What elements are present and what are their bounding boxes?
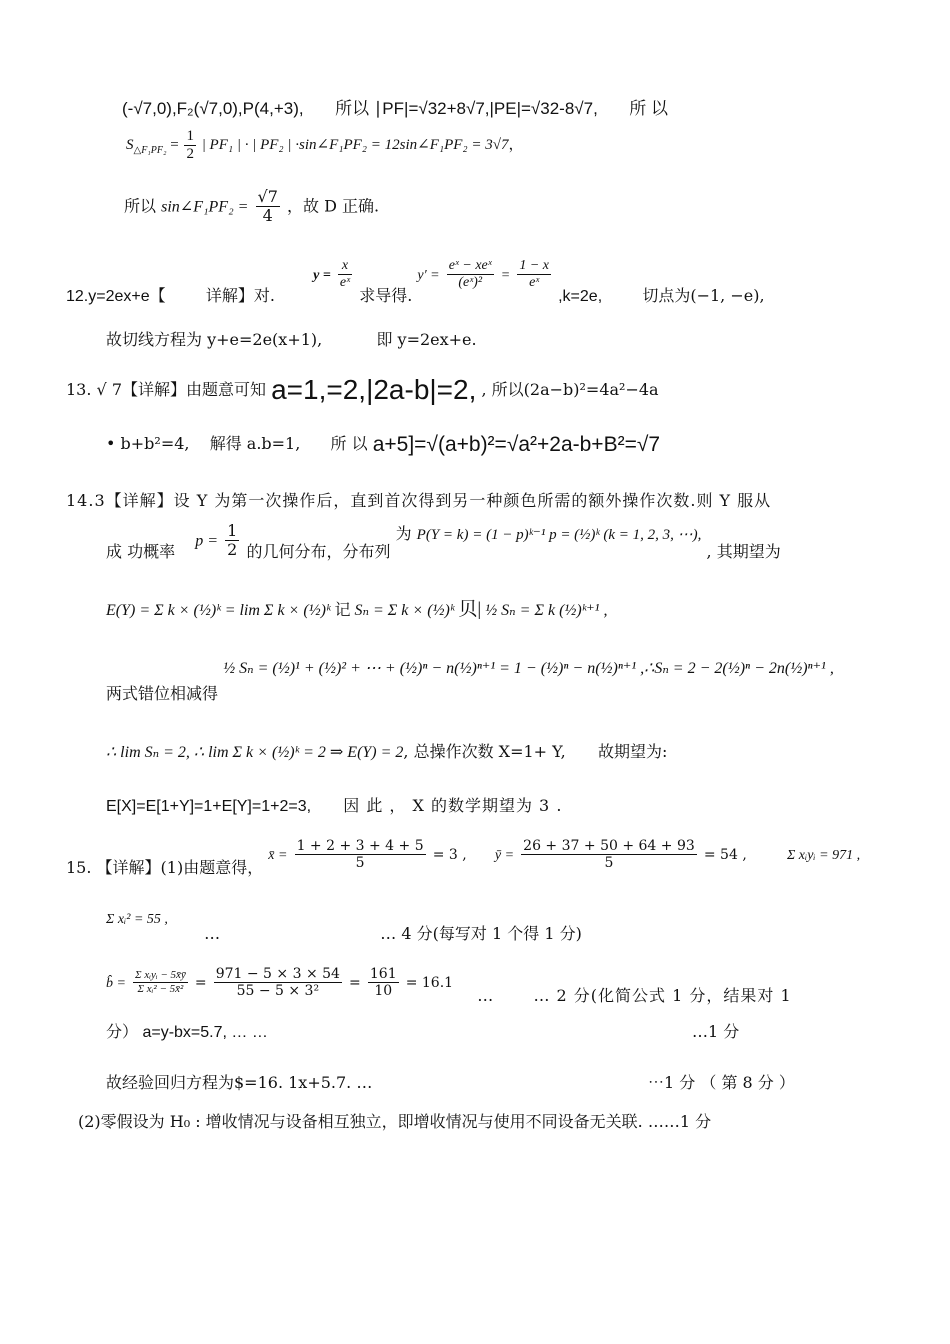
- geometric-dist-text: 的几何分布，分布列: [246, 542, 391, 562]
- ybar-result: = 54 ,: [703, 847, 747, 864]
- line-17: [106, 1024, 746, 1041]
- ybar-eq: ȳ =: [494, 848, 515, 864]
- null-hypothesis: (2)零假设为 H₀ : 增收情况与设备相互独立，即增收情况与使用不同设备无关联. ……1 分: [78, 1112, 712, 1131]
- line-6: [66, 376, 659, 404]
- xbar-den: 5: [355, 855, 365, 872]
- bhat-result: = 16.1: [405, 975, 454, 992]
- line-10: [106, 600, 607, 619]
- area-symbol: S: [126, 137, 134, 154]
- xbar-num: 1 + 2 + 3 + 4 + 5: [296, 838, 424, 854]
- f2-num: eˣ − xeˣ: [447, 258, 494, 275]
- comma: ，: [508, 137, 524, 154]
- tangent-equation: 故切线方程为 y+e=2e(x+1),: [106, 330, 323, 349]
- suoyi-2: 所 以: [330, 434, 368, 453]
- f1-den: eˣ: [339, 275, 351, 291]
- line-13: [106, 798, 562, 815]
- subtraction-label: 两式错位相减得: [106, 684, 219, 703]
- ey-label: E(Y) =: [106, 602, 155, 619]
- success-prob-label: 成 功概率: [106, 542, 176, 562]
- eq2: =: [500, 268, 511, 284]
- given-conditions: a=1,=2,|2a-b|=2,: [271, 374, 477, 405]
- bhat-simplified: [368, 966, 399, 999]
- simplified-frac: [517, 258, 551, 291]
- y-eq: y =: [313, 268, 331, 284]
- values-num: 971 − 5 × 3 × 54: [215, 966, 340, 982]
- score-1a: …1 分: [692, 1022, 740, 1041]
- dots-1: …: [204, 924, 221, 943]
- conclusion-text: ，故 D 正确.: [287, 196, 380, 216]
- score-1b: ⋯1 分 （ 第 8 分 ）: [648, 1073, 795, 1092]
- values-den: 55 − 5 × 3²: [236, 983, 320, 1000]
- line-11: [106, 660, 834, 703]
- f1-num: x: [338, 258, 352, 275]
- period: .: [269, 286, 275, 306]
- simp-num: 161: [369, 966, 397, 982]
- ex-conclusion: 因 此 ， X 的数学期望为 3 .: [343, 796, 563, 815]
- pf-lengths: 所以 ∣PF|=√32+8√7,|PE|=√32-8√7,: [335, 99, 598, 118]
- magnitude-result: a+5]=√(a+b)²=√a²+2a-b+B²=√7: [372, 433, 661, 456]
- equals-sign: =: [170, 137, 179, 154]
- line-15: [106, 910, 582, 943]
- sin-expression: sin∠F₁PF₂ =: [161, 198, 249, 216]
- bhat-values: [214, 966, 342, 999]
- expectation-label: , 其期望为: [706, 542, 781, 562]
- suoyi-text: 所以: [124, 196, 157, 216]
- dot-product-eq: • b+b²=4,: [106, 434, 190, 453]
- a-intercept: 分） a=y-bx=5.7, … …: [106, 1024, 268, 1041]
- lim-ey: , ∴ lim Σ k × (½)ᵏ = 2 ⇒ E(Y) = 2: [185, 744, 404, 761]
- line-7: [106, 434, 660, 455]
- expectation-for: 故期望为:: [597, 742, 668, 761]
- wei: 为: [395, 524, 412, 544]
- bhat-eq: b̂ =: [106, 976, 126, 992]
- suoyi: 所 以: [629, 99, 669, 118]
- sum-x2: Σ xᵢ² = 55 ,: [106, 912, 168, 927]
- line-19: [78, 1114, 711, 1130]
- area-subscript: △F₁PF₂: [133, 145, 167, 157]
- pmf-formula: P(Y = k) = (1 − p)ᵏ⁻¹ p = (½)ᵏ (k = 1, 2, 3, ⋯),: [416, 527, 702, 544]
- ab-solution: 解得 a.b=1,: [209, 434, 301, 453]
- score-2: … 2 分(化简公式 1 分，结果对 1: [533, 986, 792, 1006]
- x-over-ex: [338, 258, 352, 291]
- line-14: [66, 838, 861, 878]
- dots-2: …: [477, 986, 494, 1006]
- tangent-result: 即 y=2ex+e.: [376, 330, 477, 349]
- line-12: [106, 744, 667, 761]
- line-18: [106, 1075, 816, 1091]
- p-den: 2: [227, 540, 238, 560]
- half-num: 1: [184, 128, 196, 146]
- frac-num: √7: [257, 187, 278, 206]
- p-half: [225, 522, 239, 560]
- line-16: b̂ = $\frac{\text{Σ xᵢyᵢ − 5x̄ȳ}}{\text{Σ xᵢ² − 5x̄²}}$ = $\frac{971 - 5 \times 3 \times 54}{\text{55 − 5 × 3²}}$ = $\frac{161}{10}$ = 16.1 … … 2 分(化简公式 1 分，结果对 1: [106, 966, 792, 1006]
- line-3: [124, 188, 379, 226]
- frac-den: 4: [262, 206, 273, 226]
- half-sn: ½ Sₙ = Σ k (½)ᵏ⁺¹ ,: [485, 602, 608, 619]
- lim-sn: ∴ lim Sₙ = 2: [106, 744, 186, 761]
- score-4: … 4 分(每写对 1 个得 1 分): [380, 924, 582, 943]
- p-num: 1: [227, 521, 238, 540]
- f3-num: 1 − x: [517, 258, 551, 275]
- sn-derivation: ½ Sₙ = (½)¹ + (½)² + ⋯ + (½)ⁿ − n(½)ⁿ⁺¹ = 1 − (½)ⁿ − n(½)ⁿ⁺¹ ,∴Sₙ = 2 − 2(½)ⁿ − 2n(½)ⁿ⁺¹ ,: [223, 660, 834, 677]
- tangent-point: 切点为(−1, −e),: [642, 286, 765, 306]
- slope-k: ,k=2e,: [558, 288, 603, 306]
- xbar-result: = 3 ,: [432, 847, 467, 864]
- simp-den: 10: [374, 983, 393, 1000]
- total-ops: , 总操作次数 X=1+ Y,: [403, 742, 566, 761]
- bhat-den: Σ xᵢ² − 5x̄²: [137, 983, 184, 996]
- detail-label: 详解】对: [205, 286, 270, 306]
- answer-13: 13. √ 7【详解】由题意可知: [66, 380, 266, 399]
- line-2-area-formula: [126, 128, 524, 164]
- line-1: [122, 100, 668, 117]
- ji: 记: [334, 600, 351, 619]
- sqrt7-over-4: [256, 188, 280, 226]
- sum-xy: Σ xᵢyᵢ = 971 ,: [786, 848, 861, 864]
- sn-definition: Sₙ = Σ k × (½)ᵏ: [354, 602, 455, 619]
- bei: 贝|: [458, 599, 482, 620]
- f3-den: eˣ: [529, 275, 540, 291]
- ybar-den: 5: [604, 855, 614, 872]
- derive-text: 求导得.: [359, 286, 413, 306]
- p-eq: p =: [195, 532, 219, 550]
- problem-14-setup: 14.3【详解】设 Y 为第一次操作后，直到首次得到另一种颜色所需的额外操作次数.则 Y 服从: [66, 491, 772, 510]
- line-9: [106, 522, 781, 560]
- area-expression: | PF₁ | · | PF₂ | ·sin∠F₁PF₂ = 12sin∠F₁PF₂ = 3√7: [201, 137, 509, 154]
- regression-equation: 故经验回归方程为$=16. 1x+5.7. …: [106, 1073, 373, 1092]
- derivative-frac: [447, 258, 494, 291]
- xbar-frac: [295, 838, 426, 871]
- line-4: [66, 258, 765, 306]
- bhat-formula: [133, 969, 188, 995]
- ybar-frac: [521, 838, 697, 871]
- foci-coordinates: (-√7,0),F₂(√7,0),P(4,+3),: [122, 99, 304, 118]
- square-expansion: , 所以(2a−b)²=4a²−4a: [481, 380, 659, 399]
- answer-12: 12.y=2ex+e【: [66, 288, 166, 306]
- xbar-eq: x̄ =: [268, 848, 288, 864]
- f2-den: (eˣ)²: [458, 275, 483, 291]
- ybar-num: 26 + 37 + 50 + 64 + 93: [523, 838, 695, 854]
- ex-computation: E[X]=E[1+Y]=1+E[Y]=1+2=3,: [106, 798, 312, 815]
- half-fraction: [184, 128, 196, 164]
- ey-series: Σ k × (½)ᵏ = lim Σ k × (½)ᵏ: [154, 602, 331, 619]
- problem-15-intro: 15. 【详解】(1)由题意得，: [66, 858, 264, 878]
- line-8: [66, 493, 771, 509]
- yprime-eq: y′ =: [417, 268, 440, 284]
- half-den: 2: [186, 146, 194, 163]
- bhat-num: Σ xᵢyᵢ − 5x̄ȳ: [135, 969, 186, 982]
- line-5: [106, 332, 477, 348]
